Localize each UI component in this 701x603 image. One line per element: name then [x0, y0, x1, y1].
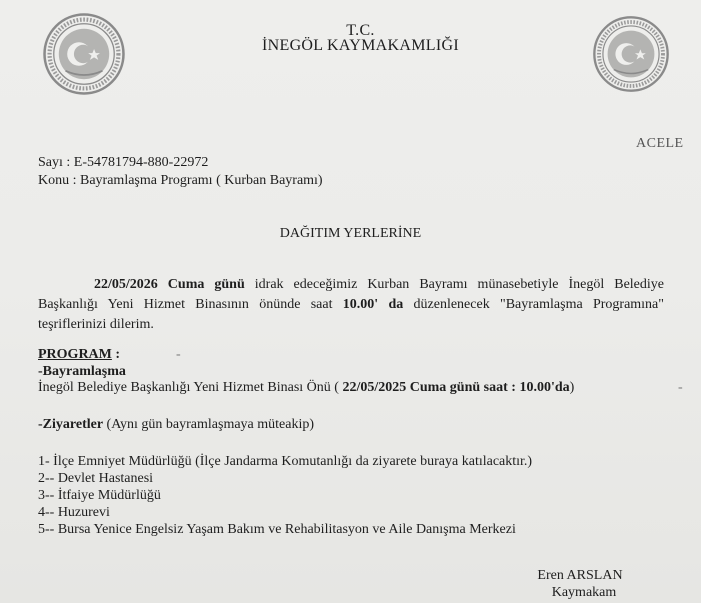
- signatory-name: Eren ARSLAN: [537, 568, 623, 583]
- ziyaretler-line: [38, 417, 314, 433]
- visit-item: 1- İlçe Emniyet Müdürlüğü (İlçe Jandarma Komutanlığı da ziyarete buraya katılacaktır.): [38, 454, 533, 469]
- bayramlasma-close: ): [569, 380, 575, 395]
- recipient-heading: DAĞITIM YERLERİNE: [279, 226, 422, 241]
- visit-item: 4-- Huzurevi: [38, 505, 110, 520]
- bayramlasma-heading: -Bayramlaşma: [38, 364, 126, 379]
- header-office: İNEGÖL KAYMAKAMLIĞI: [262, 37, 459, 54]
- signatory-title: Kaymakam: [551, 585, 617, 600]
- stray-mark: -: [176, 347, 181, 362]
- bayramlasma-details: [38, 380, 574, 396]
- header-tc: T.C.: [346, 22, 375, 39]
- event-date: 22/05/2026 Cuma günü: [94, 277, 245, 292]
- program-heading-line: [38, 347, 120, 363]
- stray-mark-right: -: [678, 380, 683, 395]
- program-colon: :: [111, 347, 121, 362]
- document-number: Sayı : E-54781794-880-22972: [38, 155, 209, 170]
- urgent-label: ACELE: [636, 136, 684, 151]
- body-text-2: düzenlenecek "Bayramlaşma Programına" teşriflerinizi dilerim.: [38, 297, 664, 332]
- bayramlasma-time: 22/05/2025 Cuma günü saat : 10.00'da: [342, 380, 570, 395]
- ziyaretler-note: (Aynı gün bayramlaşmaya müteakip): [103, 417, 315, 432]
- body-paragraph: [38, 275, 664, 335]
- ziyaretler-heading: -Ziyaretler: [38, 417, 104, 432]
- bayramlasma-place: İnegöl Belediye Başkanlığı Yeni Hizmet Binası Önü (: [38, 380, 343, 395]
- document-subject: Konu : Bayramlaşma Programı ( Kurban Bayramı): [38, 173, 323, 188]
- event-time: 10.00' da: [342, 297, 404, 312]
- program-heading: PROGRAM: [38, 347, 112, 362]
- visit-item: 2-- Devlet Hastanesi: [38, 471, 154, 486]
- body-text-1: idrak edeceğimiz Kurban Bayramı münasebetiyle İnegöl Belediye Başkanlığı Yeni Hizmet Binasının önünde saat: [38, 277, 664, 312]
- visit-item: 3-- İtfaiye Müdürlüğü: [38, 488, 161, 503]
- visit-item: 5-- Bursa Yenice Engelsiz Yaşam Bakım ve Rehabilitasyon ve Aile Danışma Merkezi: [38, 522, 516, 537]
